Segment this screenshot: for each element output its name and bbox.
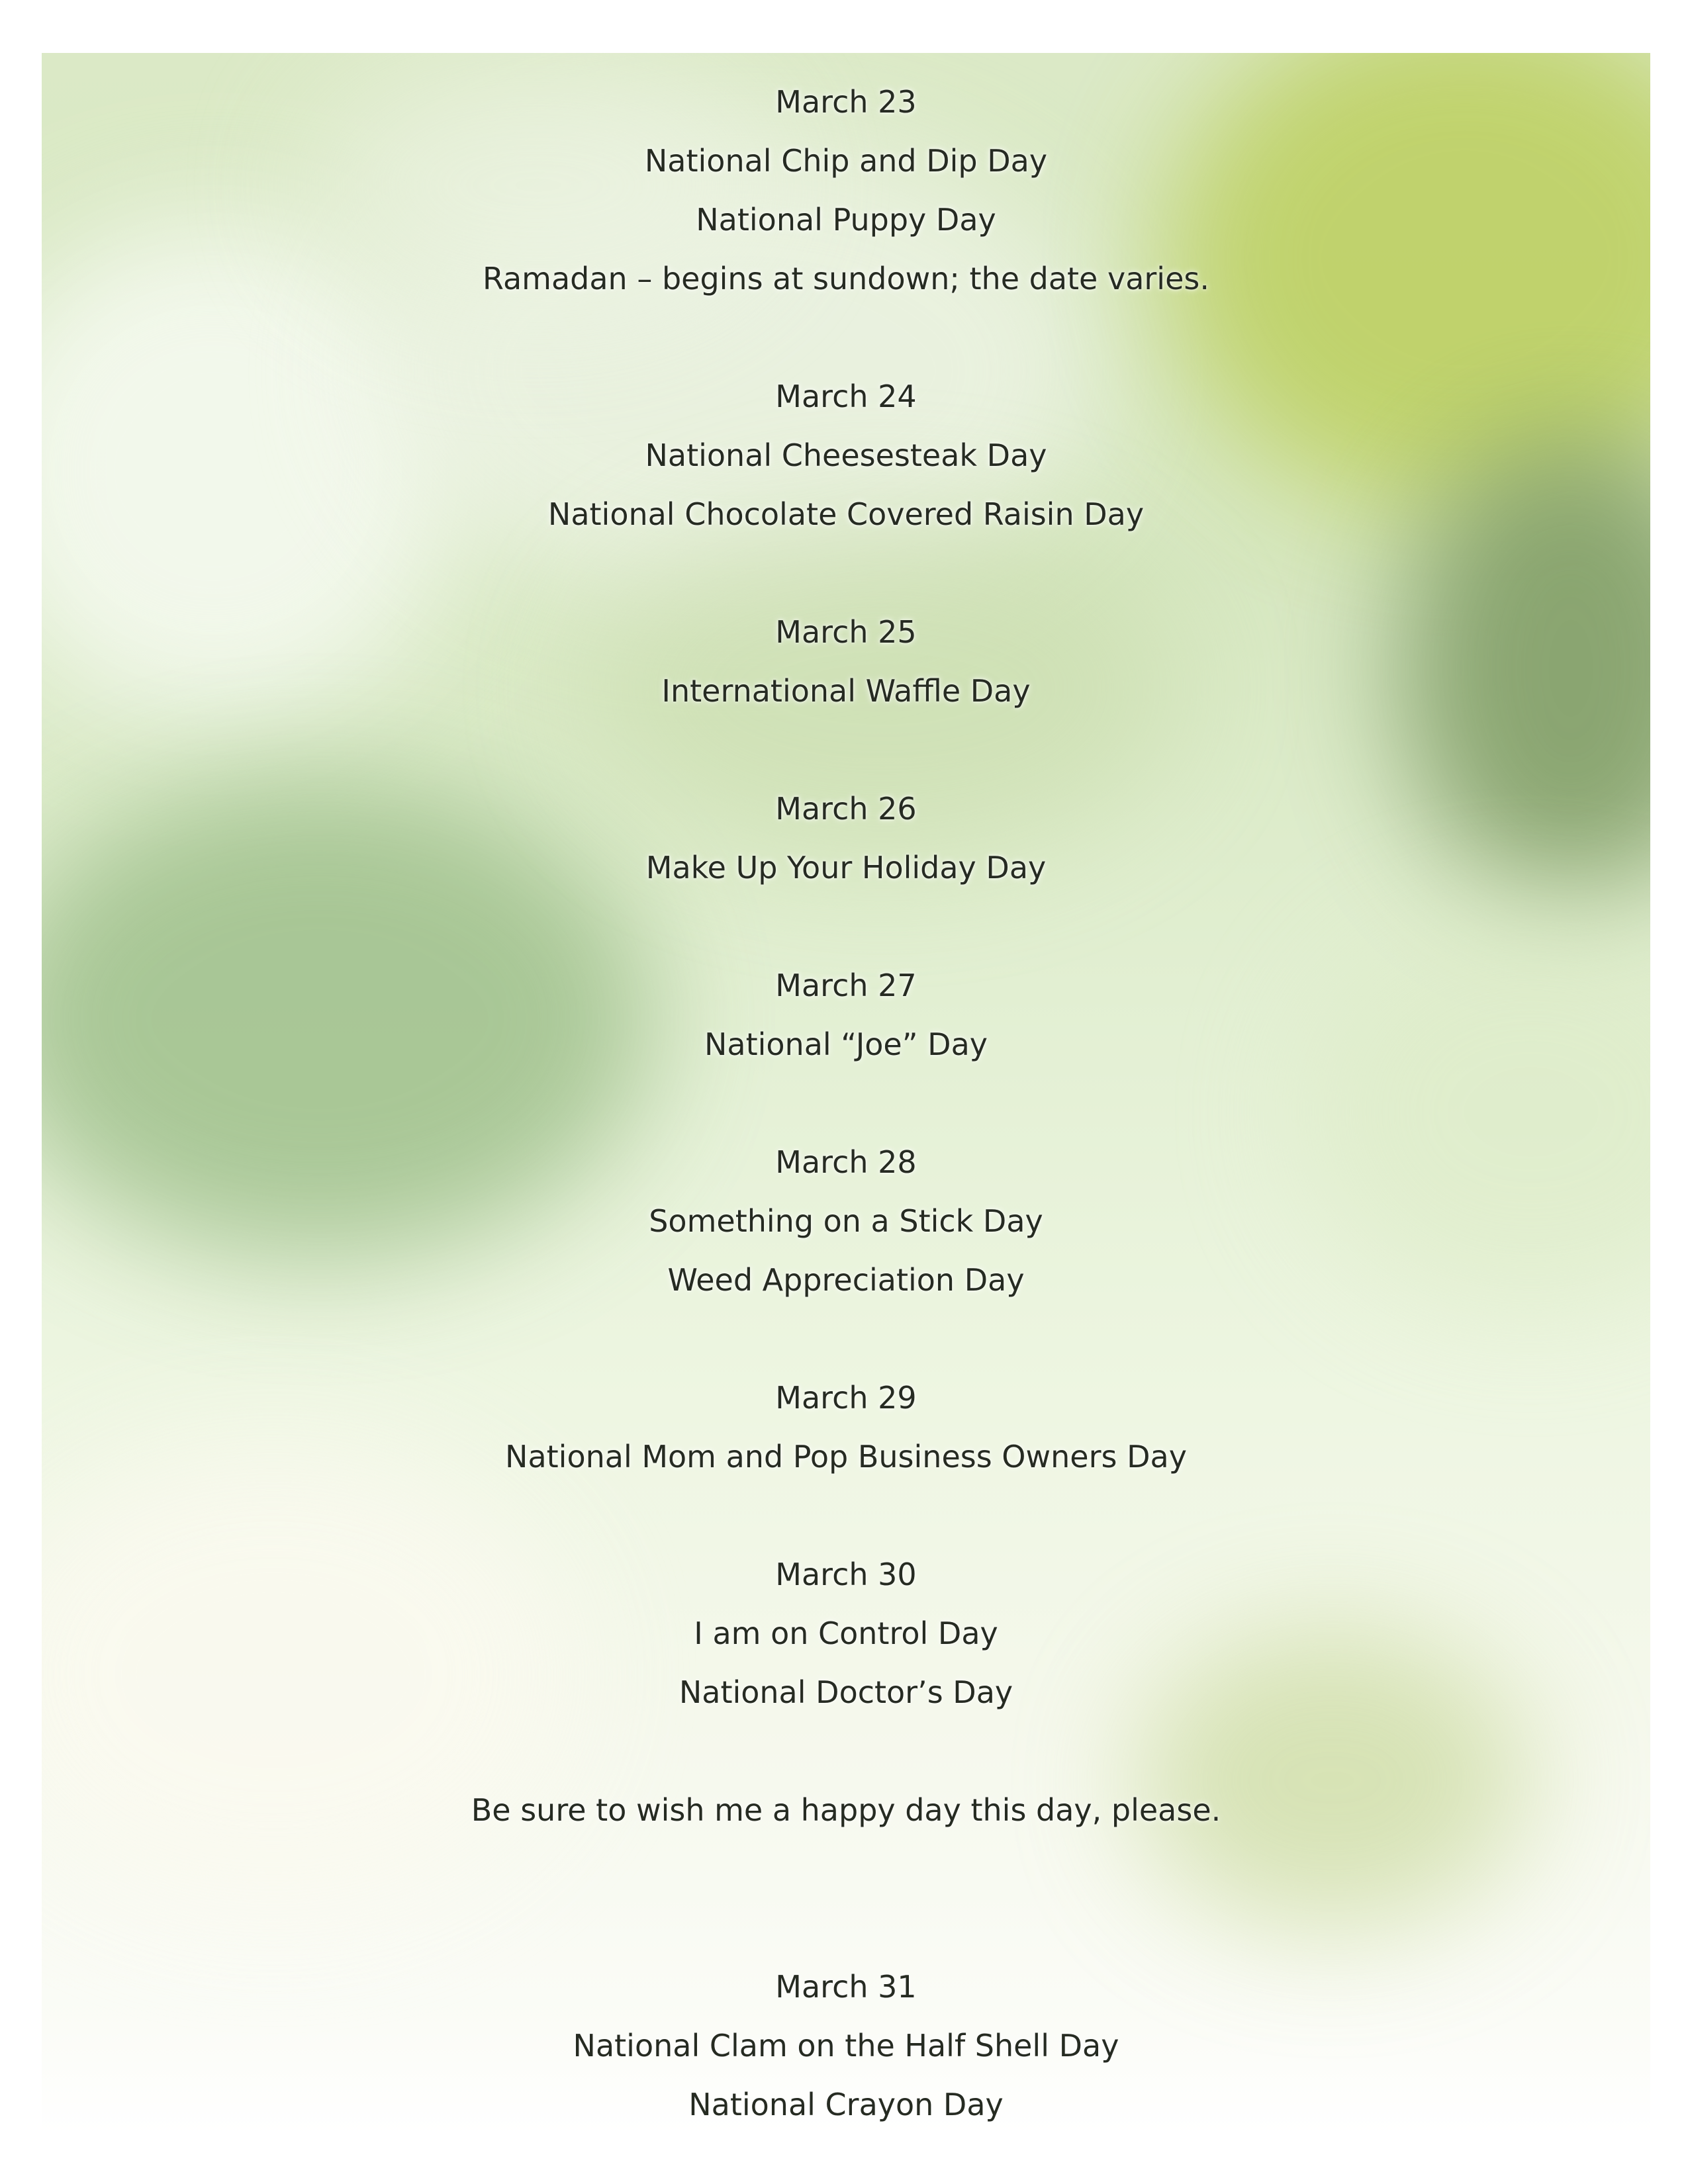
day-entry [42, 1545, 1650, 1722]
date-heading: March 31 [775, 1969, 917, 2005]
holiday-item: National Mom and Pop Business Owners Day [505, 1439, 1187, 1475]
holiday-list [42, 53, 1650, 2134]
date-heading: March 29 [775, 1380, 917, 1416]
day-entry [42, 1958, 1650, 2134]
holiday-item: National Crayon Day [688, 2087, 1004, 2122]
holiday-item: National Cheesesteak Day [645, 437, 1047, 473]
date-heading: March 27 [775, 968, 917, 1003]
day-entry [42, 73, 1650, 308]
date-heading: March 24 [775, 379, 917, 414]
holiday-item: National Chocolate Covered Raisin Day [547, 496, 1145, 532]
day-entry [42, 956, 1650, 1074]
holiday-item: Ramadan – begins at sundown; the date varies. [483, 261, 1209, 296]
holiday-item: National Puppy Day [696, 202, 996, 238]
day-entry [42, 1133, 1650, 1310]
holiday-item: National Doctor’s Day [679, 1674, 1013, 1710]
date-heading: March 26 [775, 791, 917, 827]
date-heading: March 23 [775, 84, 917, 120]
holiday-item: Weed Appreciation Day [667, 1262, 1025, 1298]
date-heading: March 30 [775, 1557, 917, 1592]
background-panel [42, 53, 1650, 2134]
date-heading: March 28 [775, 1144, 917, 1180]
holiday-item: National Chip and Dip Day [644, 143, 1048, 179]
day-entry [42, 780, 1650, 897]
date-heading: March 25 [775, 614, 917, 650]
day-entry [42, 367, 1650, 544]
note-text: Be sure to wish me a happy day this day, please. [471, 1792, 1221, 1828]
holiday-item: National Clam on the Half Shell Day [573, 2028, 1119, 2064]
day-entry [42, 603, 1650, 721]
day-entry [42, 1369, 1650, 1486]
holiday-item: Something on a Stick Day [649, 1203, 1043, 1239]
holiday-item: International Waffle Day [661, 673, 1031, 709]
holiday-item: Make Up Your Holiday Day [645, 850, 1047, 886]
holiday-item: I am on Control Day [694, 1615, 998, 1651]
holiday-item: National “Joe” Day [704, 1026, 988, 1062]
